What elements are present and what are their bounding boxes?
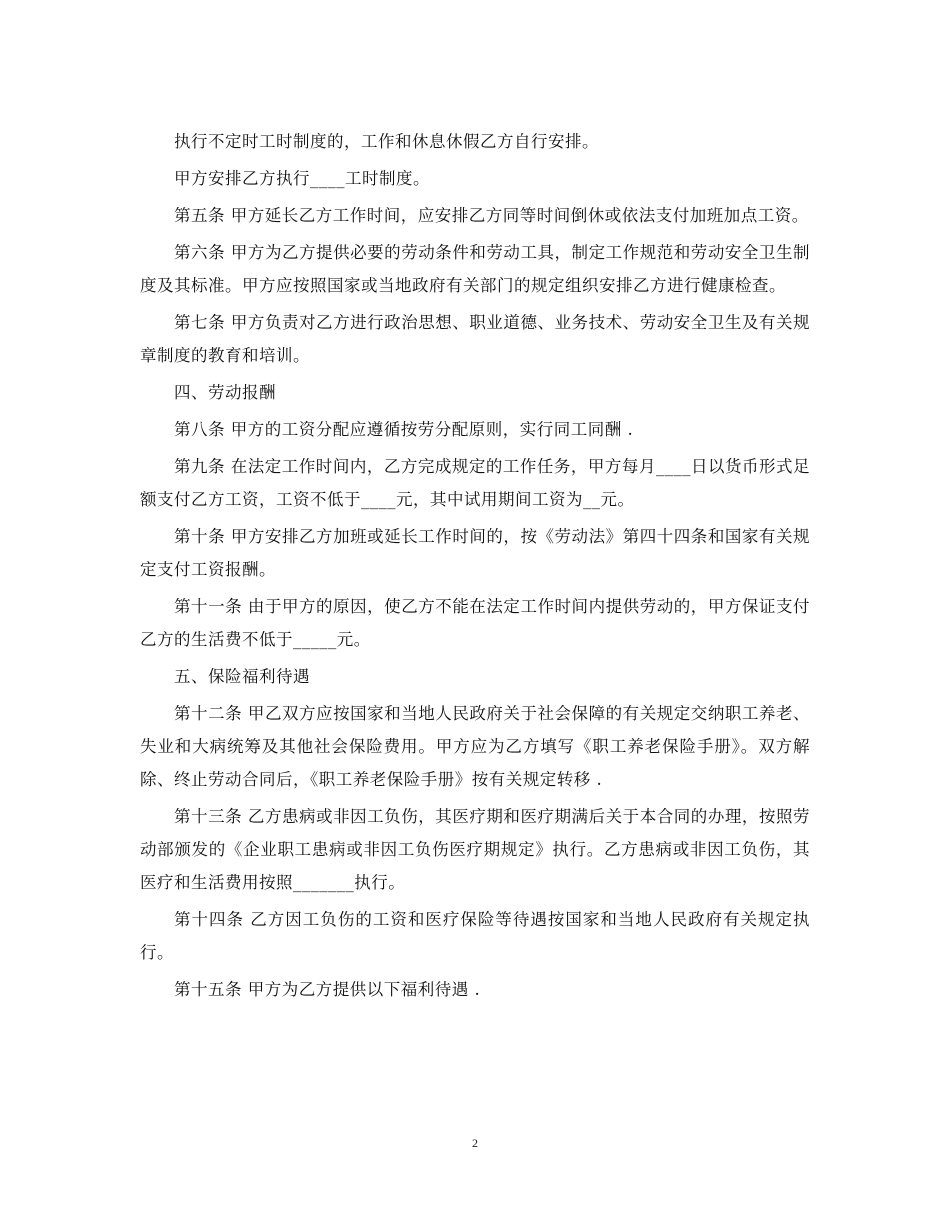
paragraph-article-10: 第十条 甲方安排乙方加班或延长工作时间的，按《劳动法》第四十四条和国家有关规定支付工资报酬。 [140,527,810,579]
document-body [140,125,810,1010]
paragraph-irregular-hours: 执行不定时工时制度的，工作和休息休假乙方自行安排。 [174,132,599,151]
paragraph-article-5: 第五条 甲方延长乙方工作时间，应安排乙方同等时间倒休或依法支付加班加点工资。 [174,206,809,225]
paragraph-article-14: 第十四条 乙方因工负伤的工资和医疗保险等待遇按国家和当地人民政府有关规定执行。 [140,910,810,962]
paragraph-article-7: 第七条 甲方负责对乙方进行政治思想、职业道德、业务技术、劳动安全卫生及有关规章制度的教育和培训。 [140,313,810,365]
section-heading-remuneration: 四、劳动报酬 [174,383,276,402]
paragraph-article-11: 第十一条 由于甲方的原因，使乙方不能在法定工作时间内提供劳动的，甲方保证支付乙方的生活费不低于_____元。 [140,597,810,649]
paragraph-article-15: 第十五条 甲方为乙方提供以下福利待遇 . [174,980,481,999]
paragraph-article-6: 第六条 甲方为乙方提供必要的劳动条件和劳动工具，制定工作规范和劳动安全卫生制度及其标准。甲方应按照国家或当地政府有关部门的规定组织安排乙方进行健康检查。 [140,243,810,295]
paragraph-work-hours-system: 甲方安排乙方执行____工时制度。 [174,169,430,188]
paragraph-article-13: 第十三条 乙方患病或非因工负伤，其医疗期和医疗期满后关于本合同的办理，按照劳动部颁发的《企业职工患病或非因工负伤医疗期规定》执行。乙方患病或非因工负伤，其医疗和生活费用按照_______执行。 [140,807,810,892]
page-number: 2 [472,1136,478,1150]
paragraph-article-12: 第十二条 甲乙双方应按国家和当地人民政府关于社会保障的有关规定交纳职工养老、失业和大病统筹及其他社会保险费用。甲方应为乙方填写《职工养老保险手册》。双方解除、终止劳动合同后，《职工养老保险手册》按有关规定转移 . [140,704,810,789]
section-heading-insurance: 五、保险福利待遇 [174,667,310,686]
paragraph-article-9: 第九条 在法定工作时间内，乙方完成规定的工作任务，甲方每月____日以货币形式足额支付乙方工资，工资不低于____元，其中试用期间工资为__元。 [140,457,810,509]
paragraph-article-8: 第八条 甲方的工资分配应遵循按劳分配原则，实行同工同酬 . [174,420,634,439]
